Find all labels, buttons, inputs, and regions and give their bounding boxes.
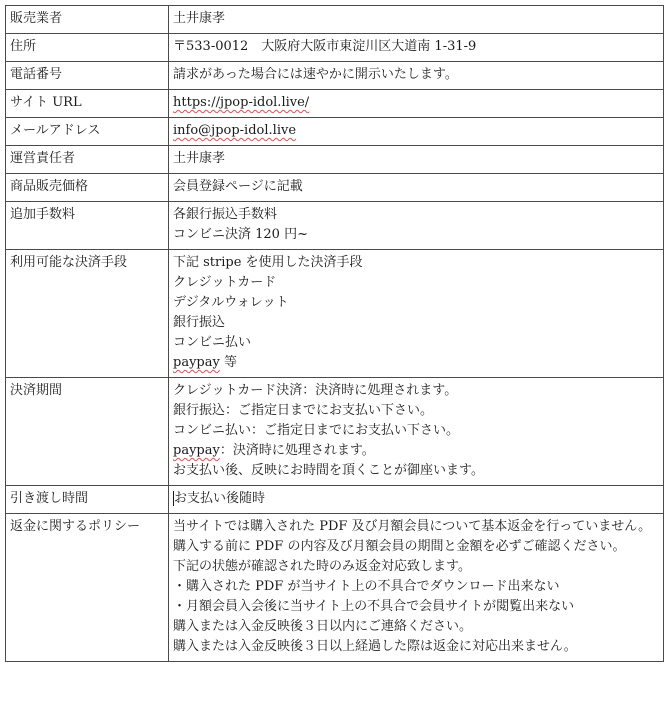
- seller-label: 販売業者: [6, 6, 169, 34]
- price-label: 商品販売価格: [6, 174, 169, 202]
- payment-method-line: コンビニ払い: [173, 335, 252, 350]
- table-row-phone: [6, 62, 664, 90]
- fees-line: コンビニ決済 120 円~: [173, 227, 308, 242]
- phone-label: 電話番号: [6, 62, 169, 90]
- payment-period-line: お支払い後、反映にお時間を頂くことが御座います。: [173, 463, 484, 478]
- delivery-value: お支払い後随時: [174, 491, 266, 506]
- table-row-fees: [6, 202, 664, 250]
- table-row-address: [6, 34, 664, 62]
- delivery-cell: [169, 486, 664, 514]
- email-link[interactable]: info@jpop-idol.live: [173, 123, 297, 138]
- manager-label: 運営責任者: [6, 146, 169, 174]
- seller-value: 土井康孝: [169, 6, 664, 34]
- refund-label: 返金に関するポリシー: [6, 514, 169, 662]
- fees-line: 各銀行振込手数料: [173, 207, 278, 222]
- payment-period-value: [169, 378, 664, 486]
- table-row-payment-period: [6, 378, 664, 486]
- site-url-cell: [169, 90, 664, 118]
- table-row-refund: [6, 514, 664, 662]
- paypay-word: paypay: [173, 443, 220, 458]
- paypay-period-text: ：決済時に処理されます。: [219, 443, 375, 458]
- table-row-delivery: [6, 486, 664, 514]
- payment-method-line-last: [173, 353, 659, 373]
- table-row-site-url: [6, 90, 664, 118]
- refund-value: [169, 514, 664, 662]
- refund-paragraph: 当サイトでは購入された PDF 及び月額会員について基本返金を行っていません。: [173, 519, 652, 534]
- payment-method-line: 下記 stripe を使用した決済手段: [173, 255, 363, 270]
- refund-paragraph: 下記の状態が確認された時のみ返金対応致します。: [173, 559, 471, 574]
- payment-method-line: 銀行振込: [173, 315, 226, 330]
- payment-methods-value: [169, 250, 664, 378]
- paypay-word: paypay: [173, 355, 220, 370]
- payment-period-line: 銀行振込：ご指定日までにお支払い下さい。: [173, 403, 434, 418]
- table-row-seller: [6, 6, 664, 34]
- table-row-manager: [6, 146, 664, 174]
- payment-period-line: クレジットカード決済：決済時に処理されます。: [173, 383, 458, 398]
- refund-paragraph: 購入または入金反映後３日以上経過した際は返金に対応出来ません。: [173, 639, 577, 654]
- payment-method-line: デジタルウォレット: [173, 295, 289, 310]
- table-row-email: [6, 118, 664, 146]
- payment-period-line: コンビニ払い：ご指定日までにお支払い下さい。: [173, 423, 460, 438]
- refund-paragraph: ・購入された PDF が当サイト上の不具合でダウンロード出来ない: [173, 579, 560, 594]
- site-url-label: サイト URL: [6, 90, 169, 118]
- table-row-payment-methods: [6, 250, 664, 378]
- price-value: 会員登録ページに記載: [169, 174, 664, 202]
- email-cell: [169, 118, 664, 146]
- address-value: 〒533-0012 大阪府大阪市東淀川区大道南 1-31-9: [169, 34, 664, 62]
- table-row-price: [6, 174, 664, 202]
- paypay-suffix: 等: [219, 355, 237, 370]
- site-url-link[interactable]: https://jpop-idol.live/: [173, 95, 310, 110]
- refund-paragraph: 購入する前に PDF の内容及び月額会員の期間と金額を必ずご確認ください。: [173, 539, 626, 554]
- commerce-disclosure-table: [5, 5, 664, 662]
- fees-label: 追加手数料: [6, 202, 169, 250]
- refund-paragraph: ・月額会員入会後に当サイト上の不具合で会員サイトが閲覧出来ない: [173, 599, 575, 614]
- email-label: メールアドレス: [6, 118, 169, 146]
- manager-value: 土井康孝: [169, 146, 664, 174]
- payment-period-line-paypay: [173, 441, 659, 461]
- refund-paragraph: 購入または入金反映後３日以内にご連絡ください。: [173, 619, 473, 634]
- payment-method-line: クレジットカード: [173, 275, 277, 290]
- fees-value: [169, 202, 664, 250]
- payment-period-label: 決済期間: [6, 378, 169, 486]
- payment-methods-label: 利用可能な決済手段: [6, 250, 169, 378]
- phone-value: 請求があった場合には速やかに開示いたします。: [169, 62, 664, 90]
- delivery-label: 引き渡し時間: [6, 486, 169, 514]
- address-label: 住所: [6, 34, 169, 62]
